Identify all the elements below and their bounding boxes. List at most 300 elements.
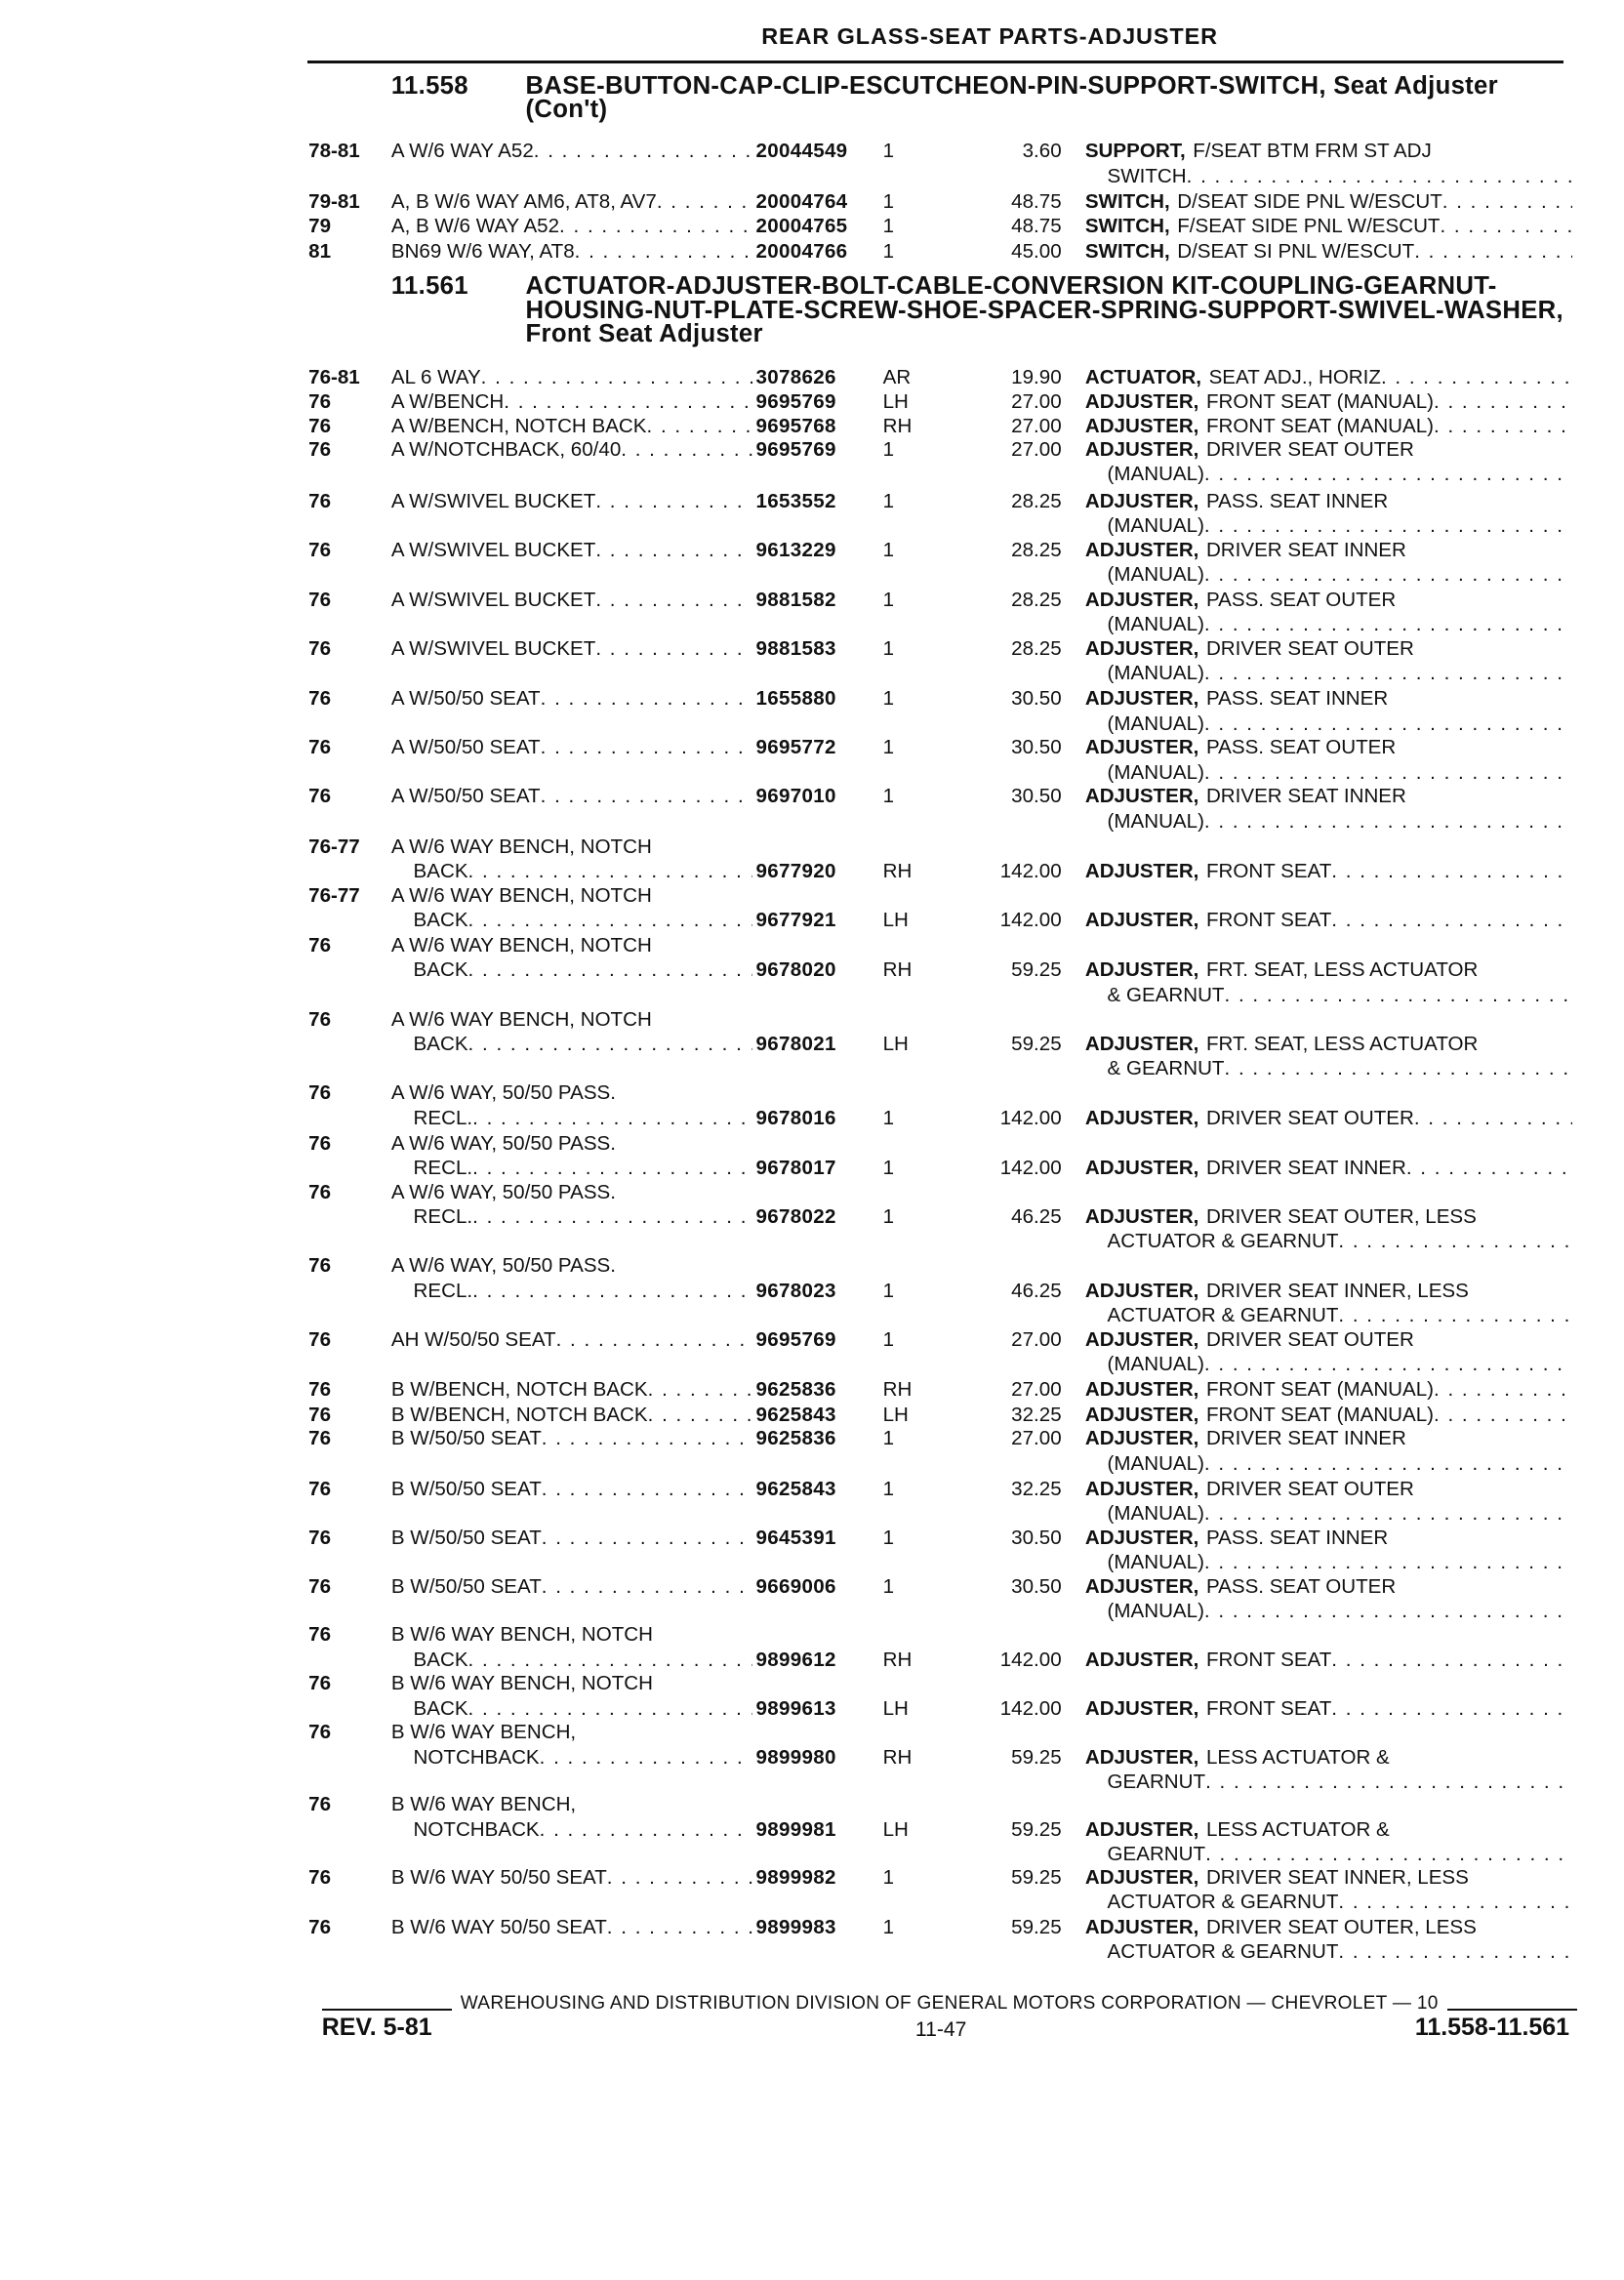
model-year: 79 [308, 215, 332, 238]
description [1085, 1574, 1572, 1624]
model-year: 81 [308, 240, 332, 264]
dot-leader [1204, 1599, 1572, 1623]
dot-leader [1204, 1352, 1572, 1376]
dot-leader [468, 908, 753, 932]
part-number: 9678022 [755, 1205, 836, 1229]
description-text: LESS ACTUATOR & [1205, 1745, 1390, 1769]
part-number: 9899613 [755, 1696, 836, 1720]
dot-leader [1204, 760, 1572, 785]
section-number: 11.561 [390, 272, 468, 301]
model-year: 76 [308, 934, 332, 957]
description-text: PASS. SEAT OUTER [1205, 736, 1397, 759]
price: 3.60 [1022, 140, 1062, 163]
section-title: ACTUATOR-ADJUSTER-BOLT-CABLE-CONVERSION KIT-COUPLING-GEARNUT-HOUSING-NUT-PLATE-SCREW-SHOE-SPACER-SPRING-SUPPORT-SWIVEL-WASHER, Front Seat Adjuster [525, 272, 1563, 347]
part-number: 9645391 [755, 1526, 836, 1549]
model-year: 76 [308, 1378, 332, 1402]
description-text: PASS. SEAT OUTER [1205, 589, 1397, 612]
part-number: 9625843 [755, 1404, 836, 1427]
application-text: A W/NOTCHBACK, 60/40 [390, 437, 622, 461]
dot-leader [468, 1696, 753, 1721]
dot-leader [540, 1745, 753, 1770]
price: 27.00 [1011, 414, 1062, 437]
description-text: FRONT SEAT [1205, 1696, 1332, 1720]
dot-leader [1205, 1842, 1572, 1866]
application [391, 414, 753, 438]
description-text: PASS. SEAT INNER [1205, 1526, 1389, 1549]
description [1085, 414, 1572, 438]
model-year: 76 [308, 538, 332, 561]
application-text: B W/6 WAY 50/50 SEAT [390, 1865, 607, 1889]
price: 30.50 [1011, 736, 1062, 759]
price: 28.25 [1011, 636, 1062, 660]
dot-leader [1204, 562, 1572, 587]
quantity: RH [882, 1745, 913, 1769]
description-text: ACTUATOR & GEARNUT [1107, 1890, 1339, 1913]
description-text: (MANUAL) [1107, 613, 1204, 636]
application [391, 1426, 753, 1450]
quantity: RH [882, 1378, 913, 1402]
dot-leader [481, 365, 753, 389]
application-text: BN69 W/6 WAY, AT8 [390, 240, 575, 264]
quantity: 1 [882, 189, 895, 213]
application [391, 1403, 753, 1427]
application [391, 883, 753, 933]
dot-leader [647, 414, 753, 438]
price: 45.00 [1011, 240, 1062, 264]
model-year: 76 [308, 1672, 332, 1695]
section-title: BASE-BUTTON-CAP-CLIP-ESCUTCHEON-PIN-SUPPORT-SWITCH, Seat Adjuster (Con't) [525, 71, 1498, 123]
application [391, 1526, 753, 1550]
dot-leader [1338, 1939, 1572, 1964]
application [391, 139, 753, 163]
quantity: RH [882, 1648, 913, 1671]
price: 30.50 [1011, 687, 1062, 711]
price: 46.25 [1011, 1279, 1062, 1302]
description [1085, 735, 1572, 785]
dot-leader [1204, 1451, 1572, 1476]
application-text: A W/SWIVEL BUCKET [390, 636, 596, 660]
description-keyword: ADJUSTER, [1084, 1696, 1199, 1720]
application-text: B W/6 WAY 50/50 SEAT [390, 1916, 607, 1938]
application [391, 1671, 753, 1721]
application [391, 189, 753, 214]
price: 142.00 [999, 1106, 1062, 1129]
description-text: DRIVER SEAT INNER, LESS [1205, 1279, 1469, 1302]
description-keyword: ADJUSTER, [1084, 636, 1199, 660]
application [391, 933, 753, 983]
description-text: F/SEAT SIDE PNL W/ESCUT [1177, 215, 1441, 238]
application [391, 686, 753, 711]
price: 27.00 [1011, 1427, 1062, 1450]
price: 59.25 [1011, 1745, 1062, 1769]
application-text: A W/SWIVEL BUCKET [390, 489, 596, 512]
application [391, 1915, 753, 1939]
part-number: 9899981 [755, 1817, 836, 1841]
quantity: 1 [882, 1916, 895, 1938]
dot-leader [607, 1865, 753, 1890]
model-year: 76 [308, 1131, 332, 1155]
application-text: A, B W/6 WAY AM6, AT8, AV7 [390, 189, 657, 213]
dot-leader [1338, 1303, 1572, 1327]
section-heading [391, 274, 1572, 346]
description-keyword: ADJUSTER, [1084, 1526, 1199, 1549]
application [391, 1622, 753, 1672]
dot-leader [1331, 859, 1572, 883]
part-number: 9678016 [755, 1106, 836, 1129]
model-year: 76 [308, 636, 332, 660]
description-keyword: ADJUSTER, [1084, 1427, 1199, 1450]
quantity: LH [882, 1696, 909, 1720]
price: 30.50 [1011, 1574, 1062, 1598]
application-text: A W/6 WAY, 50/50 PASS. [390, 1131, 616, 1155]
application [391, 538, 753, 562]
dot-leader [648, 1377, 753, 1402]
description [1085, 189, 1572, 214]
description-text: PASS. SEAT INNER [1205, 687, 1389, 711]
quantity: 1 [882, 538, 895, 561]
description-keyword: SWITCH, [1084, 189, 1170, 213]
description-keyword: ADJUSTER, [1084, 1477, 1199, 1500]
application-text: A W/6 WAY, 50/50 PASS. [390, 1254, 616, 1278]
description-text: & GEARNUT [1107, 983, 1225, 1006]
footer-rule [322, 2009, 452, 2011]
dot-leader [540, 1817, 753, 1842]
application-text: NOTCHBACK [413, 1817, 540, 1841]
application-text: B W/6 WAY BENCH, [390, 1721, 577, 1744]
model-year: 76 [308, 1526, 332, 1549]
description-text: FRONT SEAT (MANUAL) [1205, 1378, 1435, 1402]
application [391, 1865, 753, 1890]
part-number: 9695768 [755, 414, 836, 437]
description [1085, 214, 1572, 238]
part-number: 9881582 [755, 589, 836, 612]
price: 142.00 [999, 1157, 1062, 1180]
quantity: RH [882, 414, 913, 437]
application [391, 214, 753, 238]
model-year: 76 [308, 1180, 332, 1203]
price: 142.00 [999, 1696, 1062, 1720]
description-keyword: ADJUSTER, [1084, 589, 1199, 612]
model-year: 76 [308, 489, 332, 512]
dot-leader [648, 1403, 753, 1427]
description-keyword: ADJUSTER, [1084, 1378, 1199, 1402]
part-number: 20004764 [755, 189, 848, 213]
price: 28.25 [1011, 589, 1062, 612]
description-text: FRT. SEAT, LESS ACTUATOR [1205, 1033, 1479, 1056]
description [1085, 1279, 1572, 1328]
part-number: 9899612 [755, 1648, 836, 1671]
description [1085, 1477, 1572, 1527]
application-text: B W/BENCH, NOTCH BACK [390, 1404, 648, 1427]
description-keyword: ADJUSTER, [1084, 860, 1199, 883]
dot-leader [1204, 513, 1572, 538]
description-keyword: ACTUATOR, [1084, 365, 1202, 388]
dot-leader [1225, 983, 1573, 1007]
description [1085, 489, 1572, 539]
dot-leader [1414, 1106, 1572, 1130]
description-text: DRIVER SEAT INNER [1205, 1427, 1406, 1450]
dot-leader [1434, 1377, 1572, 1402]
application [391, 1574, 753, 1599]
description-text: DRIVER SEAT INNER [1205, 1157, 1406, 1180]
description-keyword: ADJUSTER, [1084, 437, 1199, 461]
description-text: ACTUATOR & GEARNUT [1107, 1230, 1339, 1253]
quantity: 1 [882, 489, 895, 512]
description [1085, 1915, 1572, 1965]
description [1085, 1204, 1572, 1254]
dot-leader [541, 686, 753, 711]
application [391, 389, 753, 414]
application-text: A, B W/6 WAY A52 [390, 215, 560, 238]
dot-leader [541, 735, 753, 759]
part-number: 9899982 [755, 1865, 836, 1889]
quantity: RH [882, 958, 913, 982]
dot-leader [1381, 365, 1572, 389]
application-text: RECL. [413, 1279, 473, 1302]
description [1085, 239, 1572, 264]
price: 59.25 [1011, 1916, 1062, 1938]
description [1085, 588, 1572, 637]
description-text: (MANUAL) [1107, 1353, 1204, 1376]
part-number: 9695772 [755, 736, 836, 759]
model-year: 76 [308, 1793, 332, 1816]
description-keyword: ADJUSTER, [1084, 390, 1199, 414]
quantity: LH [882, 1033, 909, 1056]
part-number: 9625836 [755, 1427, 836, 1450]
description-keyword: ADJUSTER, [1084, 1404, 1199, 1427]
description-text: (MANUAL) [1107, 809, 1204, 833]
price: 30.50 [1011, 1526, 1062, 1549]
description-text: ACTUATOR & GEARNUT [1107, 1940, 1339, 1964]
dot-leader [1204, 612, 1572, 636]
application-text: B W/BENCH, NOTCH BACK [390, 1378, 648, 1402]
description-keyword: ADJUSTER, [1084, 538, 1199, 561]
part-number: 9678021 [755, 1033, 836, 1056]
description-text: FRONT SEAT [1205, 1648, 1332, 1671]
price: 59.25 [1011, 958, 1062, 982]
description-text: DRIVER SEAT OUTER [1205, 1327, 1414, 1351]
part-number: 1655880 [755, 687, 836, 711]
dot-leader [1406, 1156, 1572, 1180]
model-year: 76 [308, 589, 332, 612]
description-keyword: ADJUSTER, [1084, 1648, 1199, 1671]
dot-leader [595, 489, 752, 513]
description-keyword: ADJUSTER, [1084, 1327, 1199, 1351]
description-keyword: SWITCH, [1084, 240, 1170, 264]
description-keyword: ADJUSTER, [1084, 1106, 1199, 1129]
description [1085, 1377, 1572, 1402]
part-number: 9677920 [755, 860, 836, 883]
part-number: 9613229 [755, 538, 836, 561]
price: 59.25 [1011, 1865, 1062, 1889]
dot-leader [595, 636, 752, 661]
dot-leader [472, 1279, 752, 1303]
description [1085, 1865, 1572, 1915]
application-text: A W/BENCH [390, 390, 505, 414]
model-year: 76-77 [308, 883, 360, 907]
footer-division-text: WAREHOUSING AND DISTRIBUTION DIVISION OF GENERAL MOTORS CORPORATION — CHEVROLET — 10 [460, 1993, 1439, 2015]
quantity: 1 [882, 1205, 895, 1229]
model-year: 76 [308, 1477, 332, 1500]
description-keyword: ADJUSTER, [1084, 1205, 1199, 1229]
price: 19.90 [1011, 365, 1062, 388]
quantity: 1 [882, 1279, 895, 1302]
price: 142.00 [999, 860, 1062, 883]
price: 28.25 [1011, 538, 1062, 561]
dot-leader [1187, 164, 1572, 188]
description [1085, 437, 1572, 487]
part-number: 9678017 [755, 1157, 836, 1180]
description-keyword: ADJUSTER, [1084, 736, 1199, 759]
model-year: 76 [308, 1427, 332, 1450]
part-number: 9625843 [755, 1477, 836, 1500]
application [391, 1253, 753, 1303]
description [1085, 636, 1572, 686]
quantity: 1 [882, 1526, 895, 1549]
dot-leader [1434, 1403, 1572, 1427]
description [1085, 1426, 1572, 1476]
dot-leader [468, 859, 753, 883]
application-text: A W/6 WAY BENCH, NOTCH [390, 835, 652, 858]
quantity: RH [882, 860, 913, 883]
quantity: 1 [882, 1427, 895, 1450]
part-number: 9899983 [755, 1916, 836, 1938]
dot-leader [556, 1327, 753, 1352]
dot-leader [1331, 1648, 1572, 1672]
description [1085, 1696, 1572, 1721]
dot-leader [607, 1915, 753, 1939]
price: 28.25 [1011, 489, 1062, 512]
dot-leader [542, 1426, 753, 1450]
description-text: DRIVER SEAT OUTER, LESS [1205, 1916, 1477, 1938]
description [1085, 1526, 1572, 1575]
model-year: 76-77 [308, 835, 360, 858]
application [391, 1477, 753, 1501]
application-text: B W/50/50 SEAT [390, 1526, 542, 1549]
description [1085, 139, 1572, 188]
application [391, 636, 753, 661]
application [391, 1180, 753, 1230]
dot-leader [534, 139, 753, 163]
description-keyword: ADJUSTER, [1084, 1916, 1199, 1938]
model-year: 76-81 [308, 365, 360, 388]
dot-leader [575, 239, 753, 264]
part-number: 20004766 [755, 240, 848, 264]
description-keyword: SWITCH, [1084, 215, 1170, 238]
description-keyword: ADJUSTER, [1084, 958, 1199, 982]
quantity: 1 [882, 736, 895, 759]
application [391, 1327, 753, 1352]
description-text: SEAT ADJ., HORIZ [1208, 365, 1381, 388]
application-text: B W/6 WAY BENCH, NOTCH [390, 1672, 653, 1695]
application-text: A W/50/50 SEAT [390, 736, 541, 759]
description [1085, 859, 1572, 883]
dot-leader [468, 1648, 753, 1672]
description-text: (MANUAL) [1107, 1502, 1204, 1526]
quantity: 1 [882, 240, 895, 264]
dot-leader [1204, 809, 1572, 834]
application-text: A W/6 WAY, 50/50 PASS. [390, 1081, 616, 1105]
model-year: 76 [308, 687, 332, 711]
application-text: B W/6 WAY BENCH, NOTCH [390, 1623, 653, 1647]
quantity: 1 [882, 1477, 895, 1500]
price: 59.25 [1011, 1033, 1062, 1056]
application [391, 489, 753, 513]
description-text: (MANUAL) [1107, 712, 1204, 735]
application-text: RECL. [413, 1106, 473, 1129]
application-text: A W/50/50 SEAT [390, 785, 541, 808]
description-keyword: ADJUSTER, [1084, 1033, 1199, 1056]
application [391, 1131, 753, 1181]
quantity: 1 [882, 1106, 895, 1129]
application-text: B W/50/50 SEAT [390, 1427, 542, 1450]
quantity: 1 [882, 687, 895, 711]
price: 30.50 [1011, 785, 1062, 808]
description-text: (MANUAL) [1107, 463, 1204, 486]
description-keyword: ADJUSTER, [1084, 909, 1199, 932]
quantity: 1 [882, 1574, 895, 1598]
dot-leader [1331, 1696, 1572, 1721]
description-keyword: ADJUSTER, [1084, 687, 1199, 711]
part-number: 9899980 [755, 1745, 836, 1769]
dot-leader [468, 1032, 753, 1056]
description-keyword: ADJUSTER, [1084, 1745, 1199, 1769]
description-text: (MANUAL) [1107, 1551, 1204, 1574]
revision-label: REV. 5-81 [321, 2014, 432, 2042]
description [1085, 1156, 1572, 1180]
dot-leader [595, 588, 752, 612]
application-text: B W/50/50 SEAT [390, 1477, 542, 1500]
application [391, 735, 753, 759]
application [391, 437, 753, 462]
model-year: 79-81 [308, 189, 360, 213]
section-range: 11.558-11.561 [1414, 2014, 1570, 2042]
application [391, 1007, 753, 1057]
price: 27.00 [1011, 390, 1062, 414]
dot-leader [472, 1106, 752, 1130]
description-keyword: ADJUSTER, [1084, 414, 1199, 437]
quantity: 1 [882, 1327, 895, 1351]
price: 142.00 [999, 909, 1062, 932]
title-rule [307, 61, 1563, 63]
dot-leader [1225, 1056, 1573, 1080]
part-number: 9695769 [755, 437, 836, 461]
description-text: FRONT SEAT (MANUAL) [1205, 414, 1435, 437]
description [1085, 1106, 1572, 1130]
dot-leader [1204, 462, 1572, 486]
part-number: 9697010 [755, 785, 836, 808]
application-text: NOTCHBACK [413, 1745, 540, 1769]
description-text: (MANUAL) [1107, 514, 1204, 538]
description-text: FRONT SEAT (MANUAL) [1205, 390, 1435, 414]
description-text: FRONT SEAT [1205, 909, 1332, 932]
description-text: & GEARNUT [1107, 1057, 1225, 1080]
model-year: 76 [308, 1404, 332, 1427]
dot-leader [1440, 214, 1572, 238]
description [1085, 1403, 1572, 1427]
footer-division [322, 1993, 1577, 2015]
dot-leader [542, 1526, 753, 1550]
quantity: 1 [882, 589, 895, 612]
dot-leader [542, 1477, 753, 1501]
dot-leader [1442, 189, 1572, 214]
description-text: F/SEAT BTM FRM ST ADJ [1193, 140, 1432, 163]
application-text: AL 6 WAY [390, 365, 481, 388]
dot-leader [1204, 1501, 1572, 1526]
quantity: LH [882, 390, 909, 414]
description-text: DRIVER SEAT OUTER [1205, 636, 1414, 660]
quantity: 1 [882, 785, 895, 808]
